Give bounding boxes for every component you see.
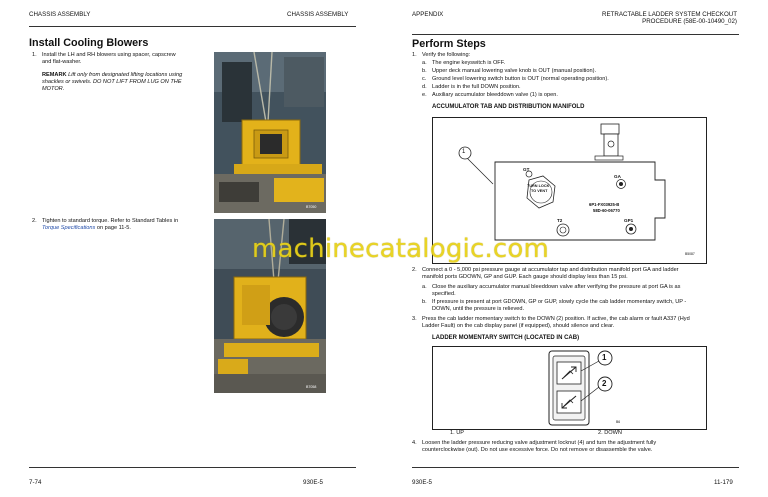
figure2-callout-2: 2 bbox=[602, 379, 607, 388]
port-ga-label: GA bbox=[614, 174, 621, 179]
torque-specifications-link[interactable]: Torque Specifications bbox=[42, 225, 96, 231]
left-remark-line2: shackles or swivels. DO NOT LIFT FROM LUG ON THE bbox=[42, 79, 182, 85]
left-step2-number: 2. bbox=[32, 218, 37, 224]
left-step1-line1: Install the LH and RH blowers using spacer, capscrew bbox=[42, 52, 176, 58]
right-footer-model: 930E-5 bbox=[412, 479, 432, 486]
manifold-part-number-1: 6P1-FX03925-B bbox=[589, 202, 620, 207]
left-remark-line3: MOTOR. bbox=[42, 86, 65, 92]
blower-lift-photo bbox=[214, 52, 326, 213]
right-step3-line1: Press the cab ladder momentary switch to the DOWN (2) position. If active, the cab alarm or fault A337 (Hyd bbox=[422, 316, 690, 322]
figure2-title: LADDER MOMENTARY SWITCH (LOCATED IN CAB) bbox=[432, 335, 580, 341]
left-header-right: CHASSIS ASSEMBLY bbox=[287, 11, 349, 18]
right-header-right-line2: PROCEDURE (58E-00-10490_02) bbox=[642, 18, 737, 25]
right-step1-item-c-letter: c. bbox=[422, 76, 427, 82]
photo2-id: B7058 bbox=[306, 385, 317, 389]
port-t2-label: T2 bbox=[557, 218, 563, 223]
port-gp1-label: GP1 bbox=[624, 218, 634, 223]
left-footer-page-number: 7-74 bbox=[29, 479, 42, 486]
right-footer-page-number: 11-179 bbox=[714, 479, 733, 486]
right-step3-number: 3. bbox=[412, 316, 417, 322]
figure1-id: B5087 bbox=[685, 252, 695, 256]
figure2-id: B6 bbox=[616, 420, 621, 424]
right-step1-item-c: Ground level lowering switch button is OUT (normal operating position). bbox=[432, 76, 609, 82]
watermark: machinecatalogic.com bbox=[252, 234, 550, 264]
to-vent-label: TO VENT bbox=[531, 189, 548, 193]
legend-down: 2. DOWN bbox=[598, 430, 622, 436]
left-footer-rule bbox=[29, 467, 356, 468]
legend-up: 1. UP bbox=[450, 430, 464, 436]
right-step2-item-b-line1: If pressure is present at port GDOWN, GP or GUP, slowly cycle the cab ladder momentary switch, UP - bbox=[432, 299, 687, 305]
right-step2-item-b-line2: DOWN, until the pressure is relieved. bbox=[432, 306, 525, 312]
right-footer-rule bbox=[412, 467, 739, 468]
figure2-callout-1: 1 bbox=[602, 353, 607, 362]
figure1-callout-1: 1 bbox=[462, 149, 466, 155]
right-step1-number: 1. bbox=[412, 52, 417, 58]
left-footer-model: 930E-5 bbox=[303, 479, 323, 486]
right-header-left: APPENDIX bbox=[412, 11, 444, 18]
turn-lock-label: TURN LOCK bbox=[527, 184, 550, 188]
left-header-rule bbox=[29, 26, 356, 27]
blower-lift-photo-art bbox=[214, 52, 326, 213]
right-step1-item-e-letter: e. bbox=[422, 92, 427, 98]
ladder-switch-drawing bbox=[433, 347, 706, 429]
ladder-switch-figure bbox=[432, 346, 707, 430]
left-step2-line1: Tighten to standard torque. Refer to Standard Tables in bbox=[42, 218, 179, 224]
right-step2-item-a-line1: Close the auxiliary accumulator manual bleeddown valve after verifying the pressure at port GA is as bbox=[432, 284, 681, 290]
left-step1-number: 1. bbox=[32, 52, 37, 58]
port-gt-label: GT bbox=[523, 167, 530, 172]
right-step3-line2: Ladder Fault) on the cab display panel (if equipped), should silence and clear. bbox=[422, 323, 615, 329]
right-header-rule bbox=[412, 34, 739, 35]
right-step1-item-e: Auxiliary accumulator bleeddown valve (1) is open. bbox=[432, 92, 558, 98]
right-step4-line1: Loosen the ladder pressure reducing valve adjustment locknut (4) and turn the adjustment fully bbox=[422, 440, 657, 446]
left-header-left: CHASSIS ASSEMBLY bbox=[29, 11, 91, 18]
right-step2-line2: manifold ports GDOWN, GP and GUP. Each gauge should display less than 15 psi. bbox=[422, 274, 628, 280]
figure1-title: ACCUMULATOR TAB AND DISTRIBUTION MANIFOLD bbox=[432, 104, 585, 110]
right-step2-line1: Connect a 0 - 5,000 psi pressure gauge at accumulator tap and distribution manifold port GA and ladder bbox=[422, 267, 679, 273]
right-step1-text: Verify the following: bbox=[422, 52, 471, 58]
photo1-id: B7050 bbox=[306, 205, 317, 209]
right-step2-item-b-letter: b. bbox=[422, 299, 427, 305]
right-header-right-line1: RETRACTABLE LADDER SYSTEM CHECKOUT bbox=[602, 11, 738, 18]
left-step1-line2: and flat-washer. bbox=[42, 59, 82, 65]
right-step2-item-a-line2: specified. bbox=[432, 291, 456, 297]
remark-label: REMARK bbox=[42, 72, 67, 78]
left-step2-line2 bbox=[42, 225, 131, 232]
right-step1-item-a: The engine keyswitch is OFF. bbox=[432, 60, 506, 66]
left-section-title: Install Cooling Blowers bbox=[29, 37, 149, 49]
right-step1-item-a-letter: a. bbox=[422, 60, 427, 66]
right-step2-number: 2. bbox=[412, 267, 417, 273]
left-step2-page-ref: on page 11-5. bbox=[95, 225, 131, 231]
right-section-title: Perform Steps bbox=[412, 38, 486, 50]
remark-text-1: Lift only from designated lifting locations using bbox=[66, 72, 183, 78]
right-step2-item-a-letter: a. bbox=[422, 284, 427, 290]
right-step4-number: 4. bbox=[412, 440, 417, 446]
manifold-part-number-2: 58D-60-06770 bbox=[593, 208, 620, 213]
right-step1-item-d: Ladder is in the full DOWN position. bbox=[432, 84, 521, 90]
right-step1-item-d-letter: d. bbox=[422, 84, 427, 90]
right-step1-item-b-letter: b. bbox=[422, 68, 427, 74]
right-step1-item-b: Upper deck manual lowering valve knob is OUT (manual position). bbox=[432, 68, 597, 74]
right-step4-line2: counterclockwise (out). Do not use excessive force. Do not remove or disassemble the valve. bbox=[422, 447, 653, 453]
